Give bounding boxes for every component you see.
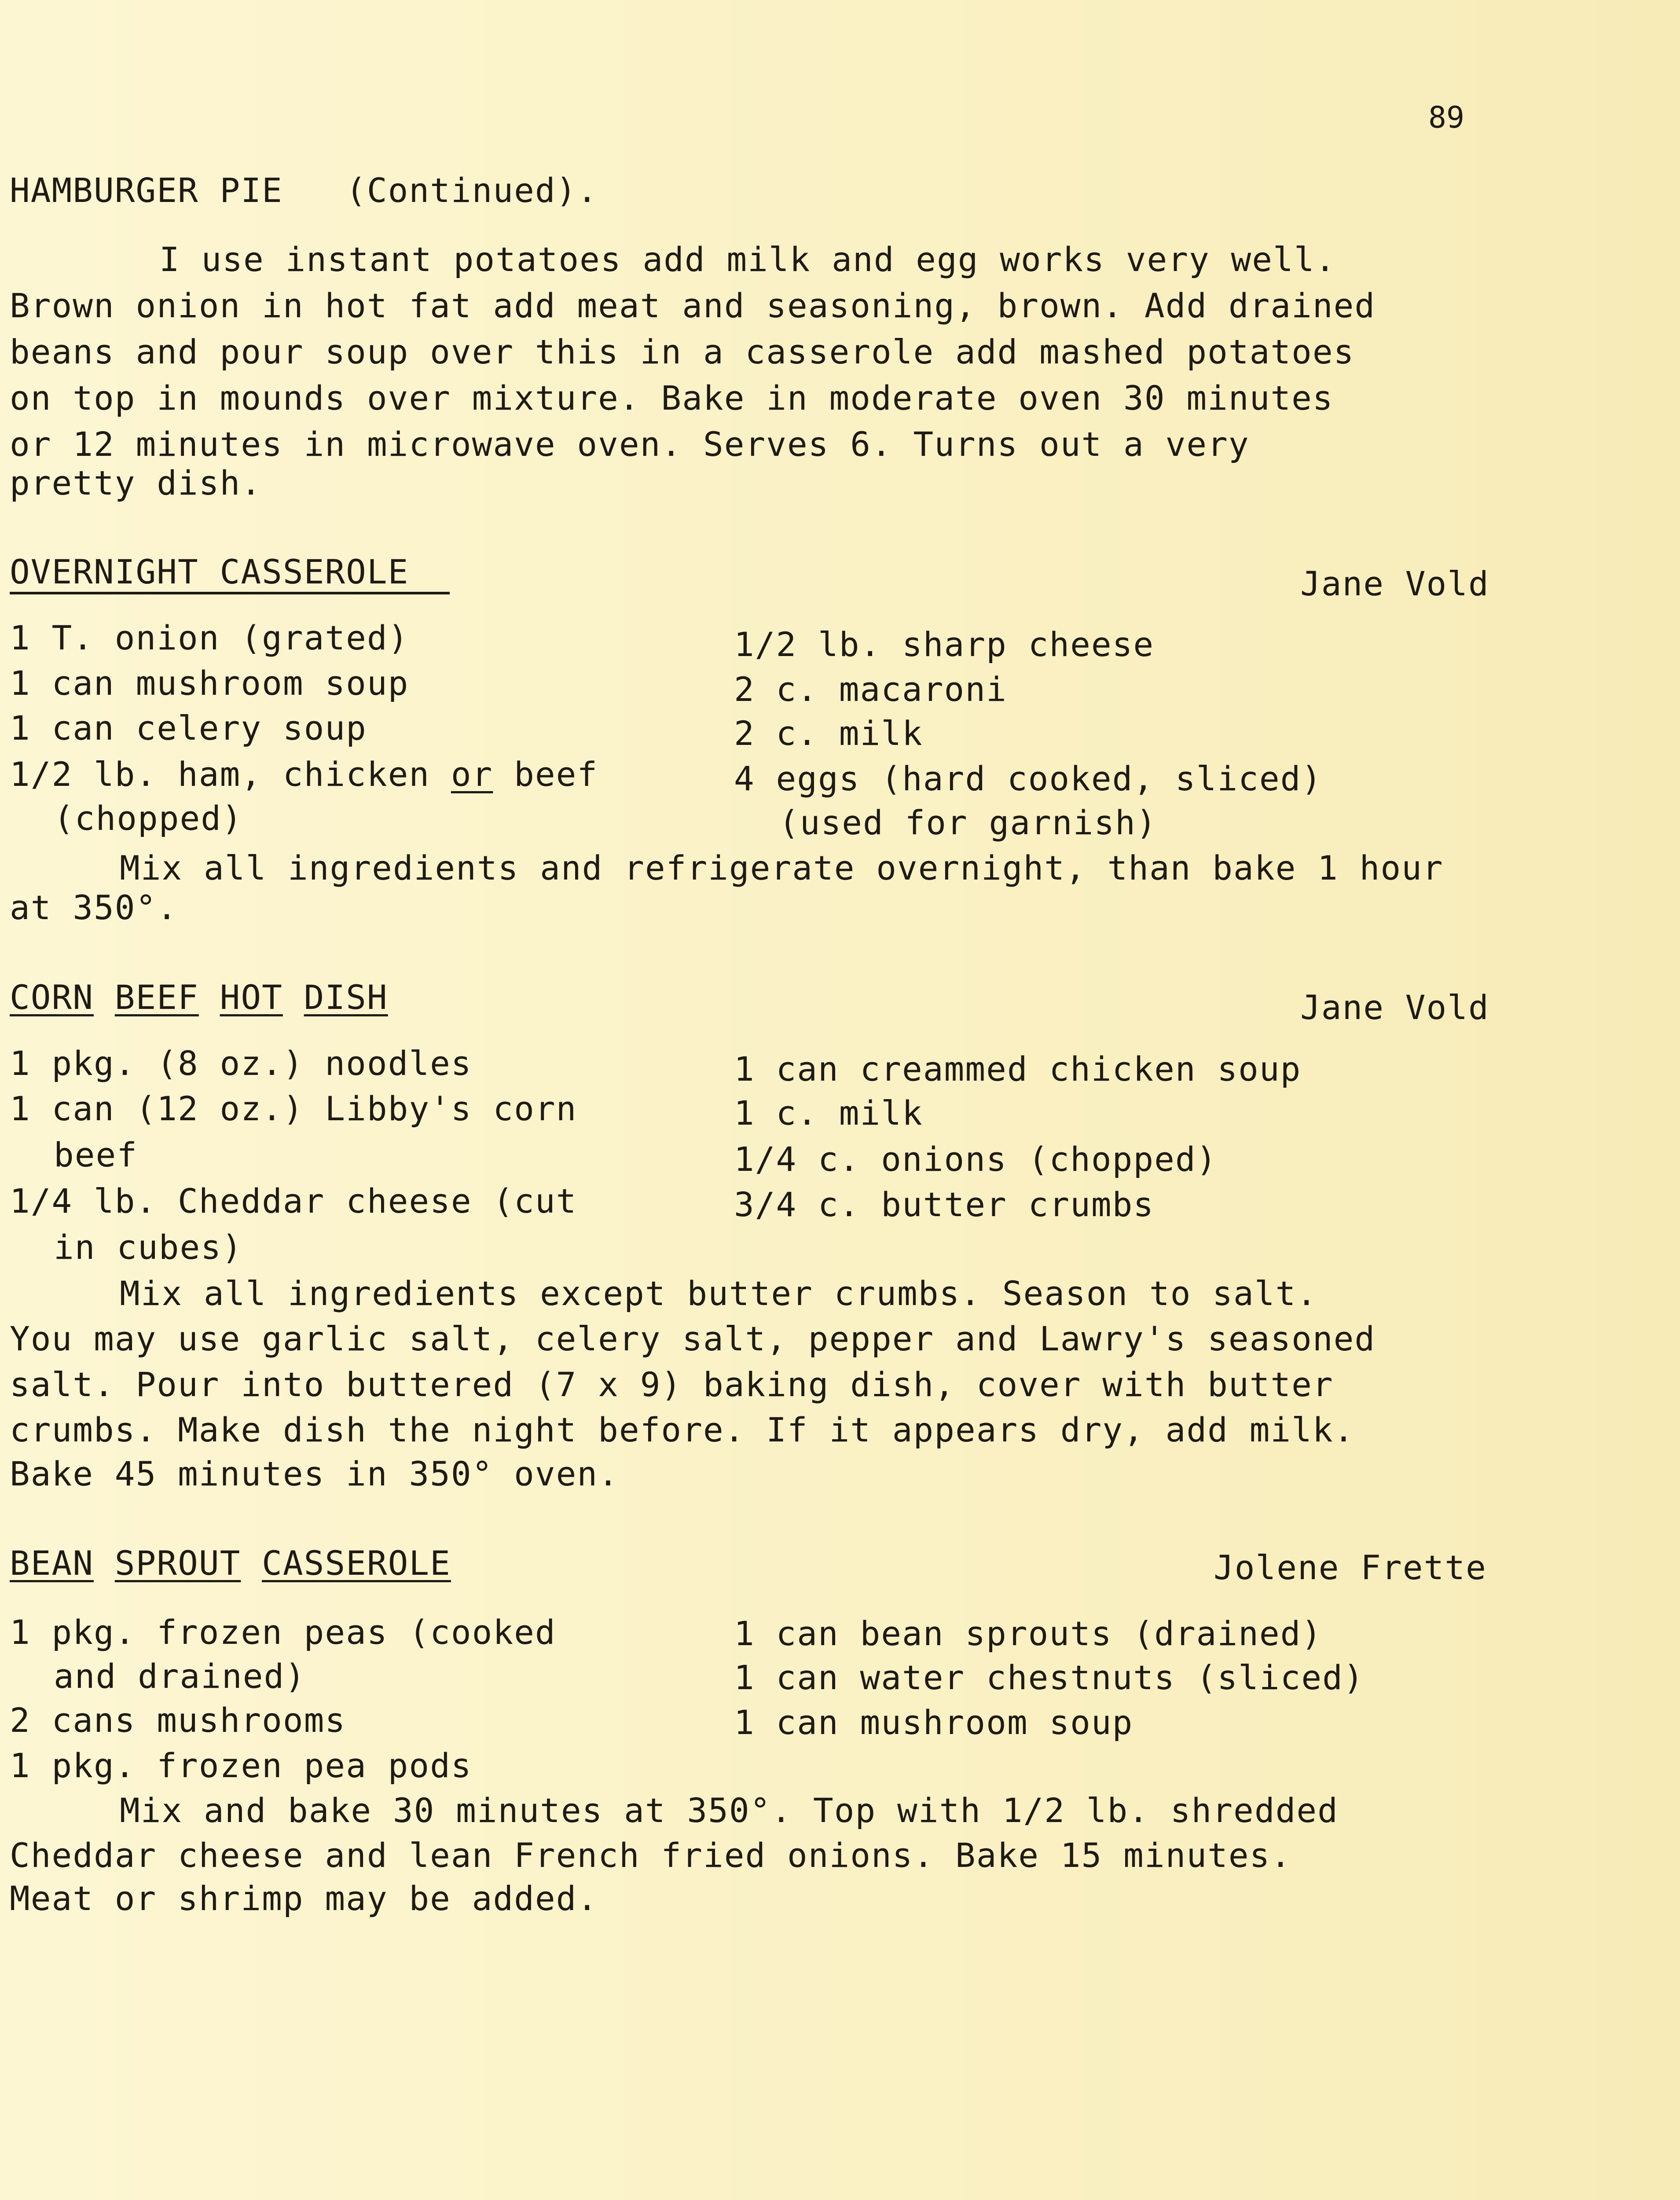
title-word: HOT — [220, 978, 283, 1017]
corn-beef-line: You may use garlic salt, celery salt, pepper and Lawry's seasoned — [10, 1319, 1376, 1358]
ingredient-left: and drained) — [54, 1657, 306, 1696]
title-word: BEEF — [114, 978, 199, 1017]
overnight-casserole-line: at 350°. — [10, 888, 178, 927]
title-word: CORN — [10, 978, 94, 1017]
ingredient-right: 1 can bean sprouts (drained) — [734, 1614, 1323, 1653]
hamburger-pie-line: pretty dish. — [10, 463, 262, 502]
bean-sprout-author: Jolene Frette — [1214, 1548, 1487, 1587]
hamburger-pie-line: Brown onion in hot fat add meat and seasoning, brown. Add drained — [10, 286, 1376, 325]
ingredient-left: in cubes) — [54, 1228, 243, 1267]
corn-beef-line: crumbs. Make dish the night before. If it appears dry, add milk. — [10, 1410, 1355, 1449]
ingredient-left — [10, 755, 598, 794]
ingredient-left: 1 pkg. (8 oz.) noodles — [10, 1044, 472, 1083]
ingredient-left: 1 pkg. frozen pea pods — [10, 1746, 472, 1785]
ingredient-right: 2 c. milk — [734, 714, 923, 753]
ingredient-right: 1 can creammed chicken soup — [734, 1049, 1302, 1089]
title-word: BEAN — [10, 1544, 94, 1583]
bean-sprout-line: Mix and bake 30 minutes at 350°. Top with 1/2 lb. shredded — [120, 1791, 1339, 1830]
overnight-casserole-author: Jane Vold — [1300, 564, 1489, 603]
ingredient-left: 1 pkg. frozen peas (cooked — [10, 1613, 556, 1652]
ingredient-right: 4 eggs (hard cooked, sliced) — [734, 759, 1323, 798]
hamburger-pie-line: on top in mounds over mixture. Bake in moderate oven 30 minutes — [10, 378, 1334, 418]
overnight-casserole-title: OVERNIGHT CASSEROLE — [10, 552, 409, 591]
corn-beef-line: Mix all ingredients except butter crumbs. Season to salt. — [120, 1274, 1318, 1313]
ingredient-right: 1 c. milk — [734, 1093, 923, 1133]
title-word: DISH — [304, 978, 388, 1017]
ingredient-left: 1 can (12 oz.) Libby's corn — [10, 1089, 577, 1128]
corn-beef-line: Bake 45 minutes in 350° oven. — [10, 1454, 619, 1493]
ingredient-left: 1 can celery soup — [10, 708, 367, 748]
ingredient-left: beef — [54, 1135, 138, 1174]
corn-beef-hot-dish-title — [10, 978, 388, 1017]
ingredient-text: beef — [493, 755, 598, 794]
corn-beef-line: salt. Pour into buttered (7 x 9) baking dish, cover with butter — [10, 1365, 1334, 1404]
ingredient-right: 1 can mushroom soup — [734, 1703, 1133, 1742]
ingredient-right: 1 can water chestnuts (sliced) — [734, 1658, 1365, 1697]
ingredient-right: 1/4 c. onions (chopped) — [734, 1140, 1218, 1179]
overnight-casserole-line: Mix all ingredients and refrigerate overnight, than bake 1 hour — [120, 848, 1444, 887]
ingredient-left: (chopped) — [54, 799, 243, 838]
title-word: CASSEROLE — [262, 1544, 451, 1583]
ingredient-right: (used for garnish) — [779, 803, 1157, 842]
recipe-title: HAMBURGER PIE — [10, 171, 283, 210]
ingredient-left: 1/4 lb. Cheddar cheese (cut — [10, 1181, 577, 1221]
ingredient-left: 1 T. onion (grated) — [10, 618, 409, 657]
continued-label: (Continued). — [346, 171, 598, 210]
title-word: SPROUT — [114, 1544, 241, 1583]
ingredient-right: 3/4 c. butter crumbs — [734, 1185, 1155, 1224]
hamburger-pie-title — [10, 171, 598, 210]
hamburger-pie-line: or 12 minutes in microwave oven. Serves 6. Turns out a very — [10, 425, 1250, 464]
hamburger-pie-line: I use instant potatoes add milk and egg works very well. — [159, 240, 1336, 279]
ingredient-text: 1/2 lb. ham, chicken — [10, 755, 451, 794]
bean-sprout-line: Cheddar cheese and lean French fried onions. Bake 15 minutes. — [10, 1836, 1292, 1875]
ingredient-right: 2 c. macaroni — [734, 670, 1007, 709]
hamburger-pie-line: beans and pour soup over this in a casserole add mashed potatoes — [10, 332, 1355, 371]
page-number: 89 — [1428, 100, 1464, 135]
corn-beef-author: Jane Vold — [1300, 988, 1489, 1027]
underlined-word: or — [451, 755, 493, 794]
ingredient-right: 1/2 lb. sharp cheese — [734, 625, 1155, 664]
ingredient-left: 2 cans mushrooms — [10, 1701, 346, 1740]
title-underline — [10, 592, 450, 594]
ingredient-left: 1 can mushroom soup — [10, 664, 409, 703]
bean-sprout-title — [10, 1544, 451, 1583]
bean-sprout-line: Meat or shrimp may be added. — [10, 1879, 598, 1918]
